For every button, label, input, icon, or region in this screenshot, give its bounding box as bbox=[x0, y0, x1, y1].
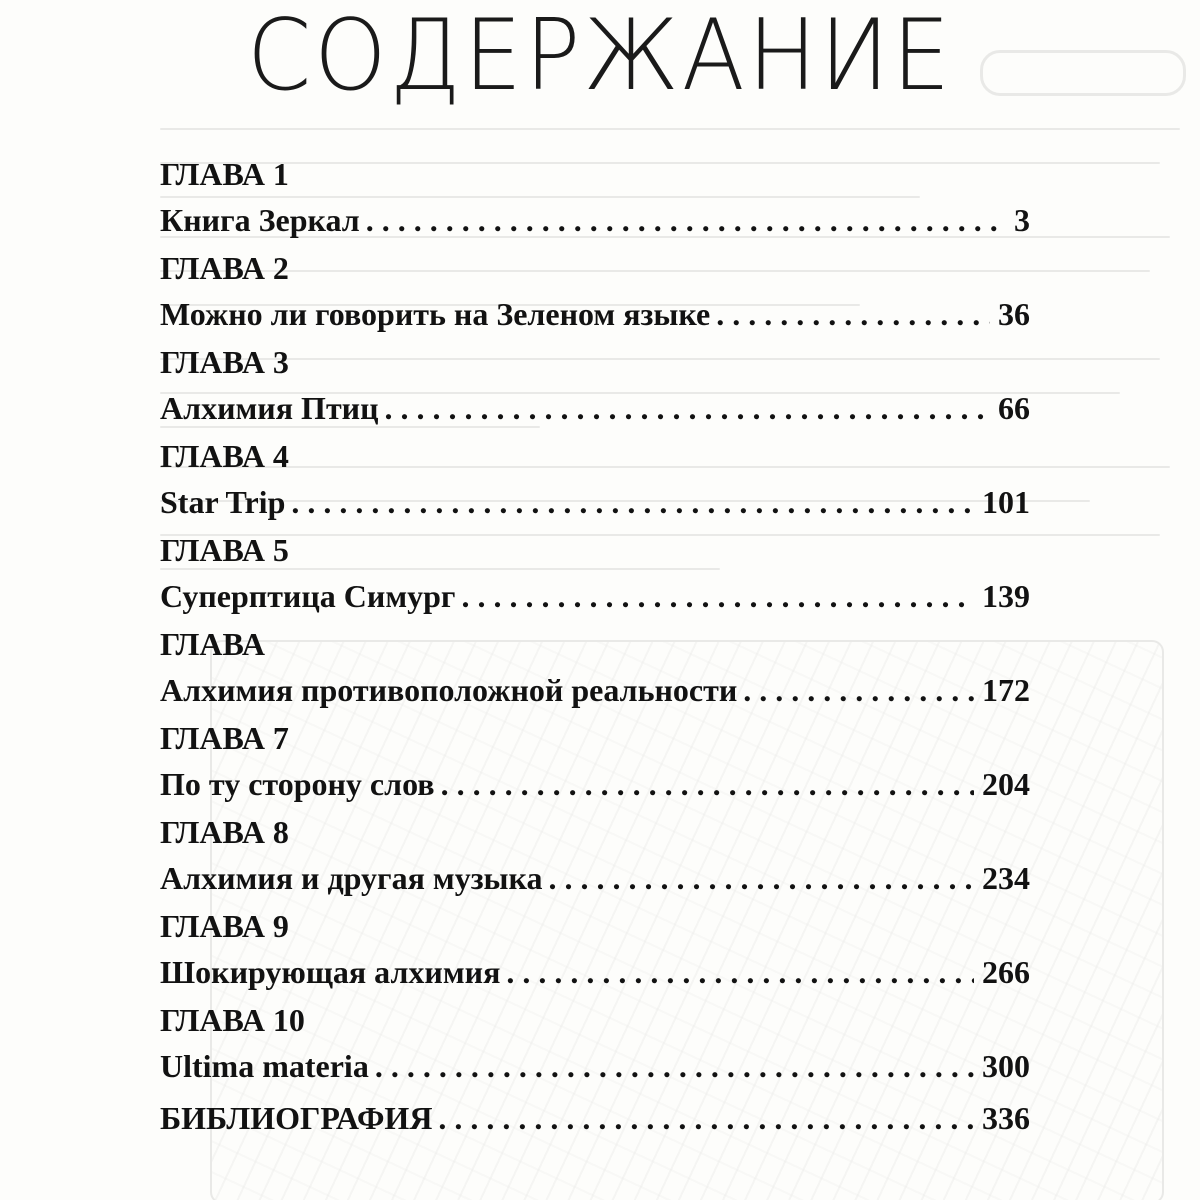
chapter-title: Шокирующая алхимия bbox=[160, 954, 501, 990]
table-of-contents bbox=[160, 150, 1030, 1142]
page-number: 336 bbox=[982, 1100, 1030, 1136]
chapter-label: ГЛАВА 7 bbox=[160, 720, 289, 756]
toc-chapter-6[interactable] bbox=[160, 620, 1030, 714]
page-number: 139 bbox=[982, 578, 1030, 614]
chapter-title: Ultima materia bbox=[160, 1048, 369, 1084]
bibliography-title: БИБЛИОГРАФИЯ bbox=[160, 1100, 433, 1136]
page-number: 234 bbox=[982, 860, 1030, 896]
dot-leader bbox=[506, 950, 974, 994]
toc-chapter-1[interactable] bbox=[160, 150, 1030, 244]
chapter-label: ГЛАВА 8 bbox=[160, 814, 289, 850]
page-number: 172 bbox=[982, 672, 1030, 708]
toc-entry bbox=[160, 762, 1030, 806]
toc-entry bbox=[160, 668, 1030, 712]
toc-entry bbox=[160, 480, 1030, 524]
chapter-title: Книга Зеркал bbox=[160, 202, 360, 238]
toc-entry bbox=[160, 574, 1030, 618]
toc-chapter-3[interactable] bbox=[160, 338, 1030, 432]
page-number: 204 bbox=[982, 766, 1030, 802]
dot-leader bbox=[375, 1044, 974, 1088]
chapter-label: ГЛАВА 5 bbox=[160, 532, 289, 568]
chapter-label: ГЛАВА 9 bbox=[160, 908, 289, 944]
toc-entry bbox=[160, 950, 1030, 994]
page-number: 66 bbox=[998, 390, 1030, 426]
toc-bibliography[interactable] bbox=[160, 1094, 1030, 1142]
page-number: 266 bbox=[982, 954, 1030, 990]
toc-chapter-8[interactable] bbox=[160, 808, 1030, 902]
toc-chapter-10[interactable] bbox=[160, 996, 1030, 1090]
page-number: 300 bbox=[982, 1048, 1030, 1084]
dot-leader bbox=[441, 762, 974, 806]
toc-chapter-7[interactable] bbox=[160, 714, 1030, 808]
toc-entry bbox=[160, 856, 1030, 900]
page-number: 101 bbox=[982, 484, 1030, 520]
dot-leader bbox=[366, 198, 1006, 242]
dot-leader bbox=[548, 856, 974, 900]
chapter-title: Star Trip bbox=[160, 484, 286, 520]
chapter-label: ГЛАВА 10 bbox=[160, 1002, 305, 1038]
toc-entry bbox=[160, 198, 1030, 242]
chapter-title: Можно ли говорить на Зеленом языке bbox=[160, 296, 711, 332]
toc-chapter-2[interactable] bbox=[160, 244, 1030, 338]
toc-chapter-4[interactable] bbox=[160, 432, 1030, 526]
toc-chapter-5[interactable] bbox=[160, 526, 1030, 620]
toc-entry bbox=[160, 292, 1030, 336]
page-number: 36 bbox=[998, 296, 1030, 332]
chapter-label: ГЛАВА 1 bbox=[160, 156, 289, 192]
bleed-line bbox=[160, 128, 1180, 130]
chapter-title: По ту сторону слов bbox=[160, 766, 435, 802]
dot-leader bbox=[716, 292, 990, 336]
chapter-label: ГЛАВА 4 bbox=[160, 438, 289, 474]
toc-entry bbox=[160, 386, 1030, 430]
dot-leader bbox=[291, 480, 974, 524]
dot-leader bbox=[461, 574, 974, 618]
chapter-title: Алхимия Птиц bbox=[160, 390, 379, 426]
page-number: 3 bbox=[1014, 202, 1030, 238]
toc-entry bbox=[160, 1044, 1030, 1088]
chapter-label: ГЛАВА 3 bbox=[160, 344, 289, 380]
toc-chapter-9[interactable] bbox=[160, 902, 1030, 996]
dot-leader bbox=[438, 1094, 974, 1142]
dot-leader bbox=[385, 386, 990, 430]
chapter-label: ГЛАВА bbox=[160, 626, 265, 662]
chapter-title: Суперптица Симург bbox=[160, 578, 456, 614]
page-title: СОДЕРЖАНИЕ bbox=[246, 0, 954, 113]
chapter-label: ГЛАВА 2 bbox=[160, 250, 289, 286]
chapter-title: Алхимия и другая музыка bbox=[160, 860, 543, 896]
dot-leader bbox=[743, 668, 974, 712]
chapter-title: Алхимия противоположной реальности bbox=[160, 672, 738, 708]
